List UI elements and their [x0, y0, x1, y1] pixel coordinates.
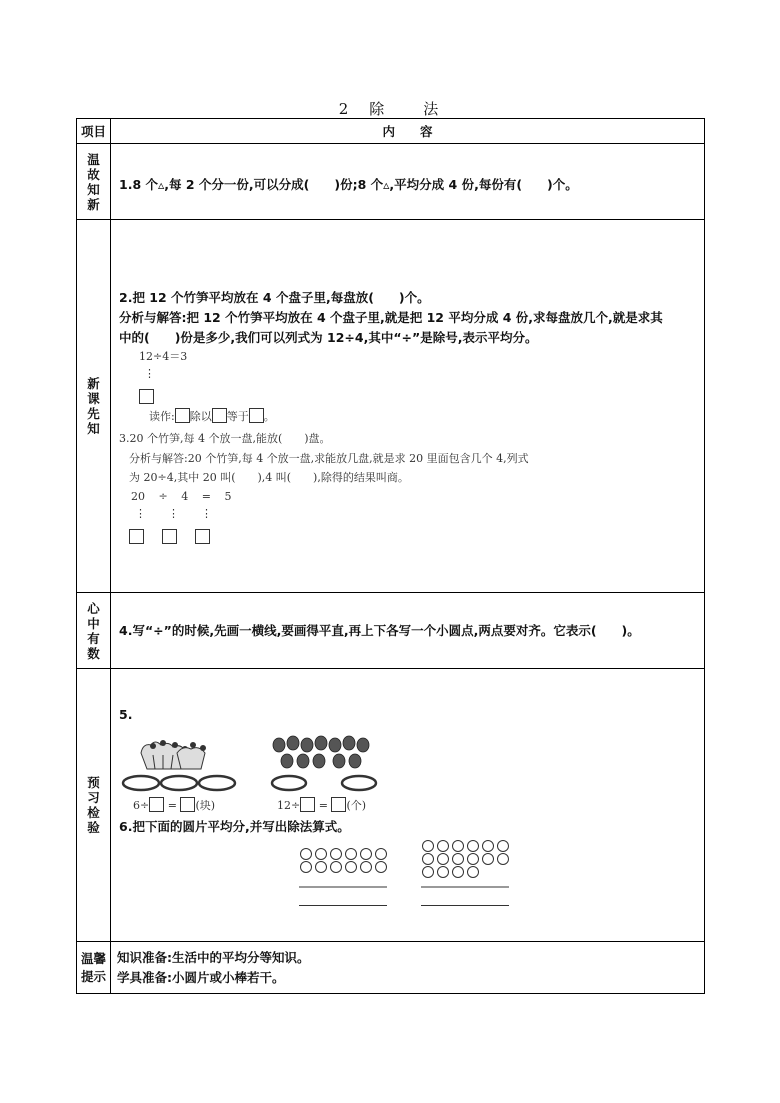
- dots: ⋮: [201, 507, 212, 520]
- dots: ⋮: [144, 367, 155, 380]
- disc: [361, 849, 372, 860]
- eq-cakes-eq: =: [167, 799, 177, 812]
- row-label-preview: 新课先知: [87, 376, 100, 436]
- equation-cakes: [133, 795, 215, 816]
- disc: [331, 862, 342, 873]
- question-6: 6.把下面的圆片平均分,并写出除法算式。: [119, 819, 350, 834]
- table-row-mind: [77, 593, 705, 669]
- disc: [468, 867, 479, 878]
- fruit-plates-illustration: [269, 735, 419, 799]
- question-2-analysis-2: 中的( )份是多少,我们可以列式为 12÷4,其中“÷”是除号,表示平均分。: [119, 330, 538, 345]
- disc: [483, 841, 494, 852]
- circle-group-16: [421, 839, 513, 899]
- dots: ⋮: [135, 507, 146, 520]
- page-title: 2 除 法: [338, 100, 442, 118]
- lesson-table: [76, 118, 705, 994]
- question-5: 5.: [119, 707, 133, 722]
- disc: [468, 854, 479, 865]
- disc: [316, 849, 327, 860]
- answer-box[interactable]: [331, 797, 346, 812]
- tip-2: 学具准备:小圆片或小棒若干。: [117, 969, 285, 985]
- answer-box[interactable]: [139, 389, 154, 404]
- dots: ⋮: [168, 507, 179, 520]
- answer-box[interactable]: [129, 529, 144, 544]
- disc: [301, 849, 312, 860]
- header-item: 项目: [77, 119, 111, 144]
- disc: [376, 849, 387, 860]
- disc: [498, 854, 509, 865]
- answer-box[interactable]: [300, 797, 315, 812]
- circle-group-12: [299, 847, 389, 897]
- disc: [346, 849, 357, 860]
- disc: [331, 849, 342, 860]
- answer-line[interactable]: [299, 905, 387, 906]
- eq2-op: ÷: [158, 490, 168, 503]
- eq2-b: 4: [181, 490, 189, 503]
- eq-fruit-eq: =: [318, 799, 328, 812]
- eq2-eq: =: [201, 490, 211, 503]
- disc: [423, 854, 434, 865]
- read-prefix: 读作:: [149, 410, 175, 423]
- eq2-c: 5: [224, 490, 232, 503]
- cupcake-group: [141, 740, 206, 769]
- table-row-tips: [77, 942, 705, 994]
- disc: [438, 867, 449, 878]
- table-row-preview: [77, 220, 705, 593]
- answer-box[interactable]: [195, 529, 210, 544]
- disc: [453, 841, 464, 852]
- answer-box[interactable]: [180, 797, 195, 812]
- equation-fruit: [277, 795, 366, 816]
- read-mid2: 等于: [226, 410, 249, 423]
- table-row-review: [77, 144, 705, 220]
- read-suffix: 。: [263, 410, 275, 423]
- eq2-a: 20: [131, 490, 145, 503]
- answer-box[interactable]: [162, 529, 177, 544]
- eq-cakes-prefix: 6÷: [133, 799, 150, 812]
- disc: [361, 862, 372, 873]
- disc: [423, 841, 434, 852]
- disc: [468, 841, 479, 852]
- answer-box[interactable]: [249, 408, 264, 423]
- row-label-tips: 温馨提示: [80, 950, 106, 984]
- disc: [498, 841, 509, 852]
- disc: [453, 854, 464, 865]
- disc: [301, 862, 312, 873]
- disc: [453, 867, 464, 878]
- answer-box[interactable]: [212, 408, 227, 423]
- answer-line[interactable]: [421, 905, 509, 906]
- disc: [438, 841, 449, 852]
- read-mid1: 除以: [189, 410, 212, 423]
- equation-20-div-4: [131, 486, 231, 507]
- equation-12-div-4: 12÷4＝3: [139, 350, 188, 363]
- disc: [483, 854, 494, 865]
- row-label-check: 预习检验: [87, 775, 100, 835]
- question-3-analysis-1: 分析与解答:20 个竹笋,每 4 个放一盘,求能放几盘,就是求 20 里面包含几个 4,列式: [129, 452, 529, 465]
- question-1: 1.8 个▵,每 2 个分一份,可以分成( )份;8 个▵,平均分成 4 份,每份有( )个。: [119, 176, 578, 192]
- tip-1: 知识准备:生活中的平均分等知识。: [117, 949, 310, 965]
- read-as-line: [149, 406, 275, 427]
- disc: [316, 862, 327, 873]
- disc: [438, 854, 449, 865]
- answer-box[interactable]: [175, 408, 190, 423]
- eq-cakes-unit: (块): [195, 799, 216, 812]
- eq-fruit-prefix: 12÷: [277, 799, 301, 812]
- question-2: 2.把 12 个竹笋平均放在 4 个盘子里,每盘放( )个。: [119, 290, 430, 305]
- disc: [376, 862, 387, 873]
- answer-box[interactable]: [149, 797, 164, 812]
- cupcakes-plates-illustration: [119, 737, 269, 797]
- disc: [423, 867, 434, 878]
- header-content: 内 容: [111, 119, 705, 144]
- question-4: 4.写“÷”的时候,先画一横线,要画得平直,再上下各写一个小圆点,两点要对齐。它表示( )。: [119, 622, 640, 638]
- table-row-check: [77, 669, 705, 942]
- table-header-row: [77, 119, 705, 144]
- eq-fruit-unit: (个): [346, 799, 367, 812]
- row-label-mind: 心中有数: [87, 600, 100, 661]
- question-3-analysis-2: 为 20÷4,其中 20 叫( ),4 叫( ),除得的结果叫商。: [129, 471, 409, 484]
- question-2-analysis-1: 分析与解答:把 12 个竹笋平均放在 4 个盘子里,就是把 12 平均分成 4 份,求每盘放几个,就是求其: [119, 310, 663, 325]
- row-label-review: 温故知新: [87, 151, 100, 212]
- disc: [346, 862, 357, 873]
- question-3: 3.20 个竹笋,每 4 个放一盘,能放( )盘。: [119, 432, 331, 445]
